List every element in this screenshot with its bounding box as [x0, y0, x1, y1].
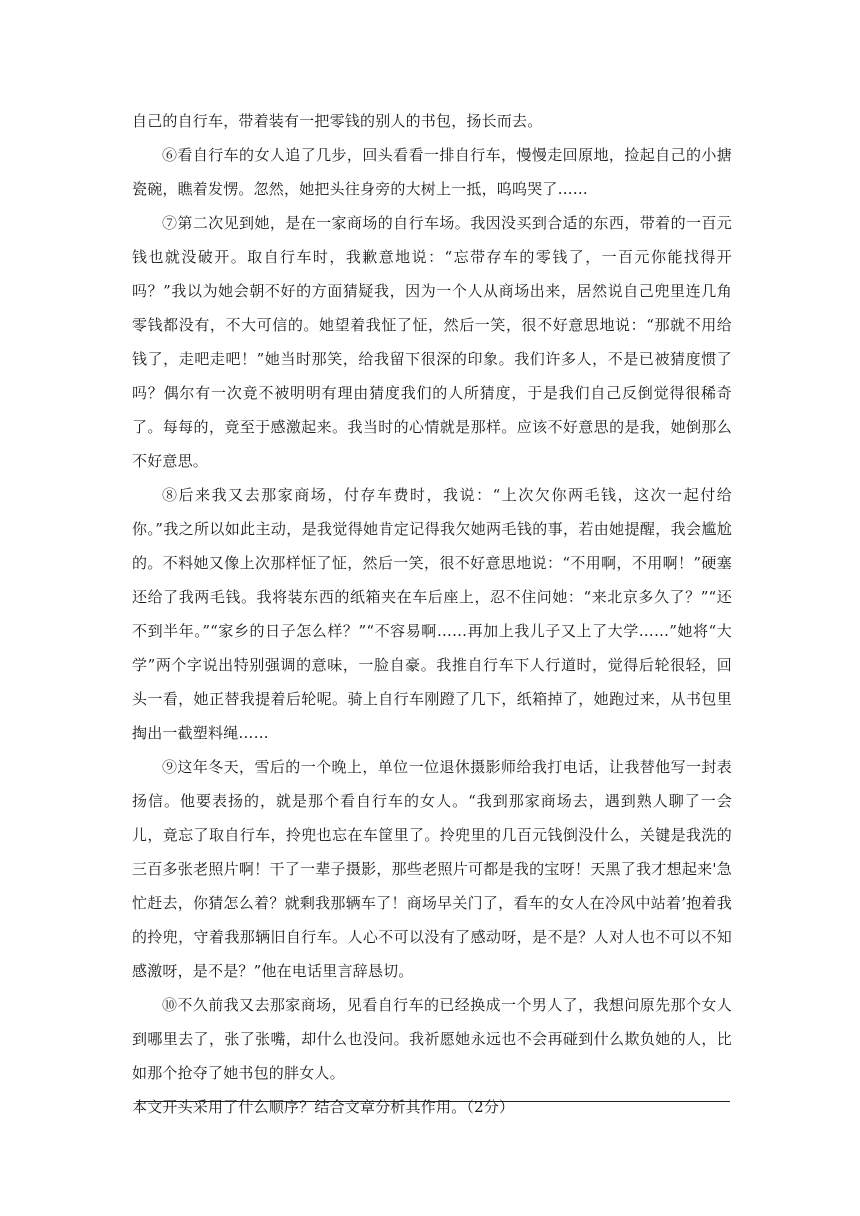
document-page	[132, 104, 732, 1124]
answer-line[interactable]	[136, 1101, 730, 1102]
paragraph-continuation: 自己的自行车，带着装有一把零钱的别人的书包，扬长而去。	[132, 112, 543, 130]
paragraph-7: ⑦第二次见到她，是在一家商场的自行车场。我因没买到合适的东西，带着的一百元钱也就没破开。取自行车时，我歉意地说：“忘带存车的零钱了，一百元你能找得开吗？”我以为她会朝不好的方面猜疑我，因为一个人从商场出来，居然说自己兜里连几角零钱都没有，不大可信的。她望着我怔了怔，然后一笑，很不好意思地说：“那就不用给钱了，走吧走吧！”她当时那笑，给我留下很深的印象。我们许多人，不是已被猜度惯了吗？偶尔有一次竟不被明明有理由猜度我们的人所猜度，于是我们自己反倒觉得很稀奇了。每每的，竟至于感激起来。我当时的心情就是那样。应该不好意思的是我，她倒那么不好意思。	[132, 214, 732, 470]
paragraph-10: ⑩不久前我又去那家商场，见看自行车的已经换成一个男人了，我想问原先那个女人到哪里去了，张了张嘴，却什么也没问。我祈愿她永远也不会再碰到什么欺负她的人，比如那个抢夺了她书包的胖女人。	[132, 996, 732, 1082]
paragraph-8: ⑧后来我又去那家商场，付存车费时，我说：“上次欠你两毛钱，这次一起付给你。”我之所以如此主动，是我觉得她肯定记得我欠她两毛钱的事，若由她提醒，我会尴尬的。不料她又像上次那样怔了怔，然后一笑，很不好意思地说：“不用啊，不用啊！”硬塞还给了我两毛钱。我将装东西的纸箱夹在车后座上，忍不住问她：“来北京多久了？”“还不到半年。”“家乡的日子怎么样？”“不容易啊……再加上我儿子又上了大学……”她将“大学”两个字说出特别强调的意味，一脸自豪。我推自行车下人行道时，觉得后轮很轻，回头一看，她正替我提着后轮呢。骑上自行车刚蹬了几下，纸箱掉了，她跑过来，从书包里掏出一截塑料绳……	[132, 486, 732, 742]
question-text: 本文开头采用了什么顺序？结合文章分析其作用。（2分）	[132, 1098, 515, 1116]
paragraph-9: ⑨这年冬天，雪后的一个晚上，单位一位退休摄影师给我打电话，让我替他写一封表扬信。他要表扬的，就是那个看自行车的女人。“我到那家商场去，遇到熟人聊了一会儿，竟忘了取自行车，拎兜也忘在车筐里了。拎兜里的几百元钱倒没什么，关键是我洗的三百多张老照片啊！干了一辈子摄影，那些老照片可都是我的宝呀！天黑了我才想起来'急忙赶去，你猜怎么着？就剩我那辆车了！商场早关门了，看车的女人在冷风中站着’抱着我的拎兜，守着我那辆旧自行车。人心不可以没有了感动呀，是不是？人对人也不可以不知感激呀，是不是？”他在电话里言辞恳切。	[132, 758, 732, 980]
paragraph-6: ⑥看自行车的女人追了几步，回头看看一排自行车，慢慢走回原地，捡起自己的小搪瓷碗，瞧着发愣。忽然，她把头往身旁的大树上一抵，呜呜哭了……	[132, 146, 732, 198]
